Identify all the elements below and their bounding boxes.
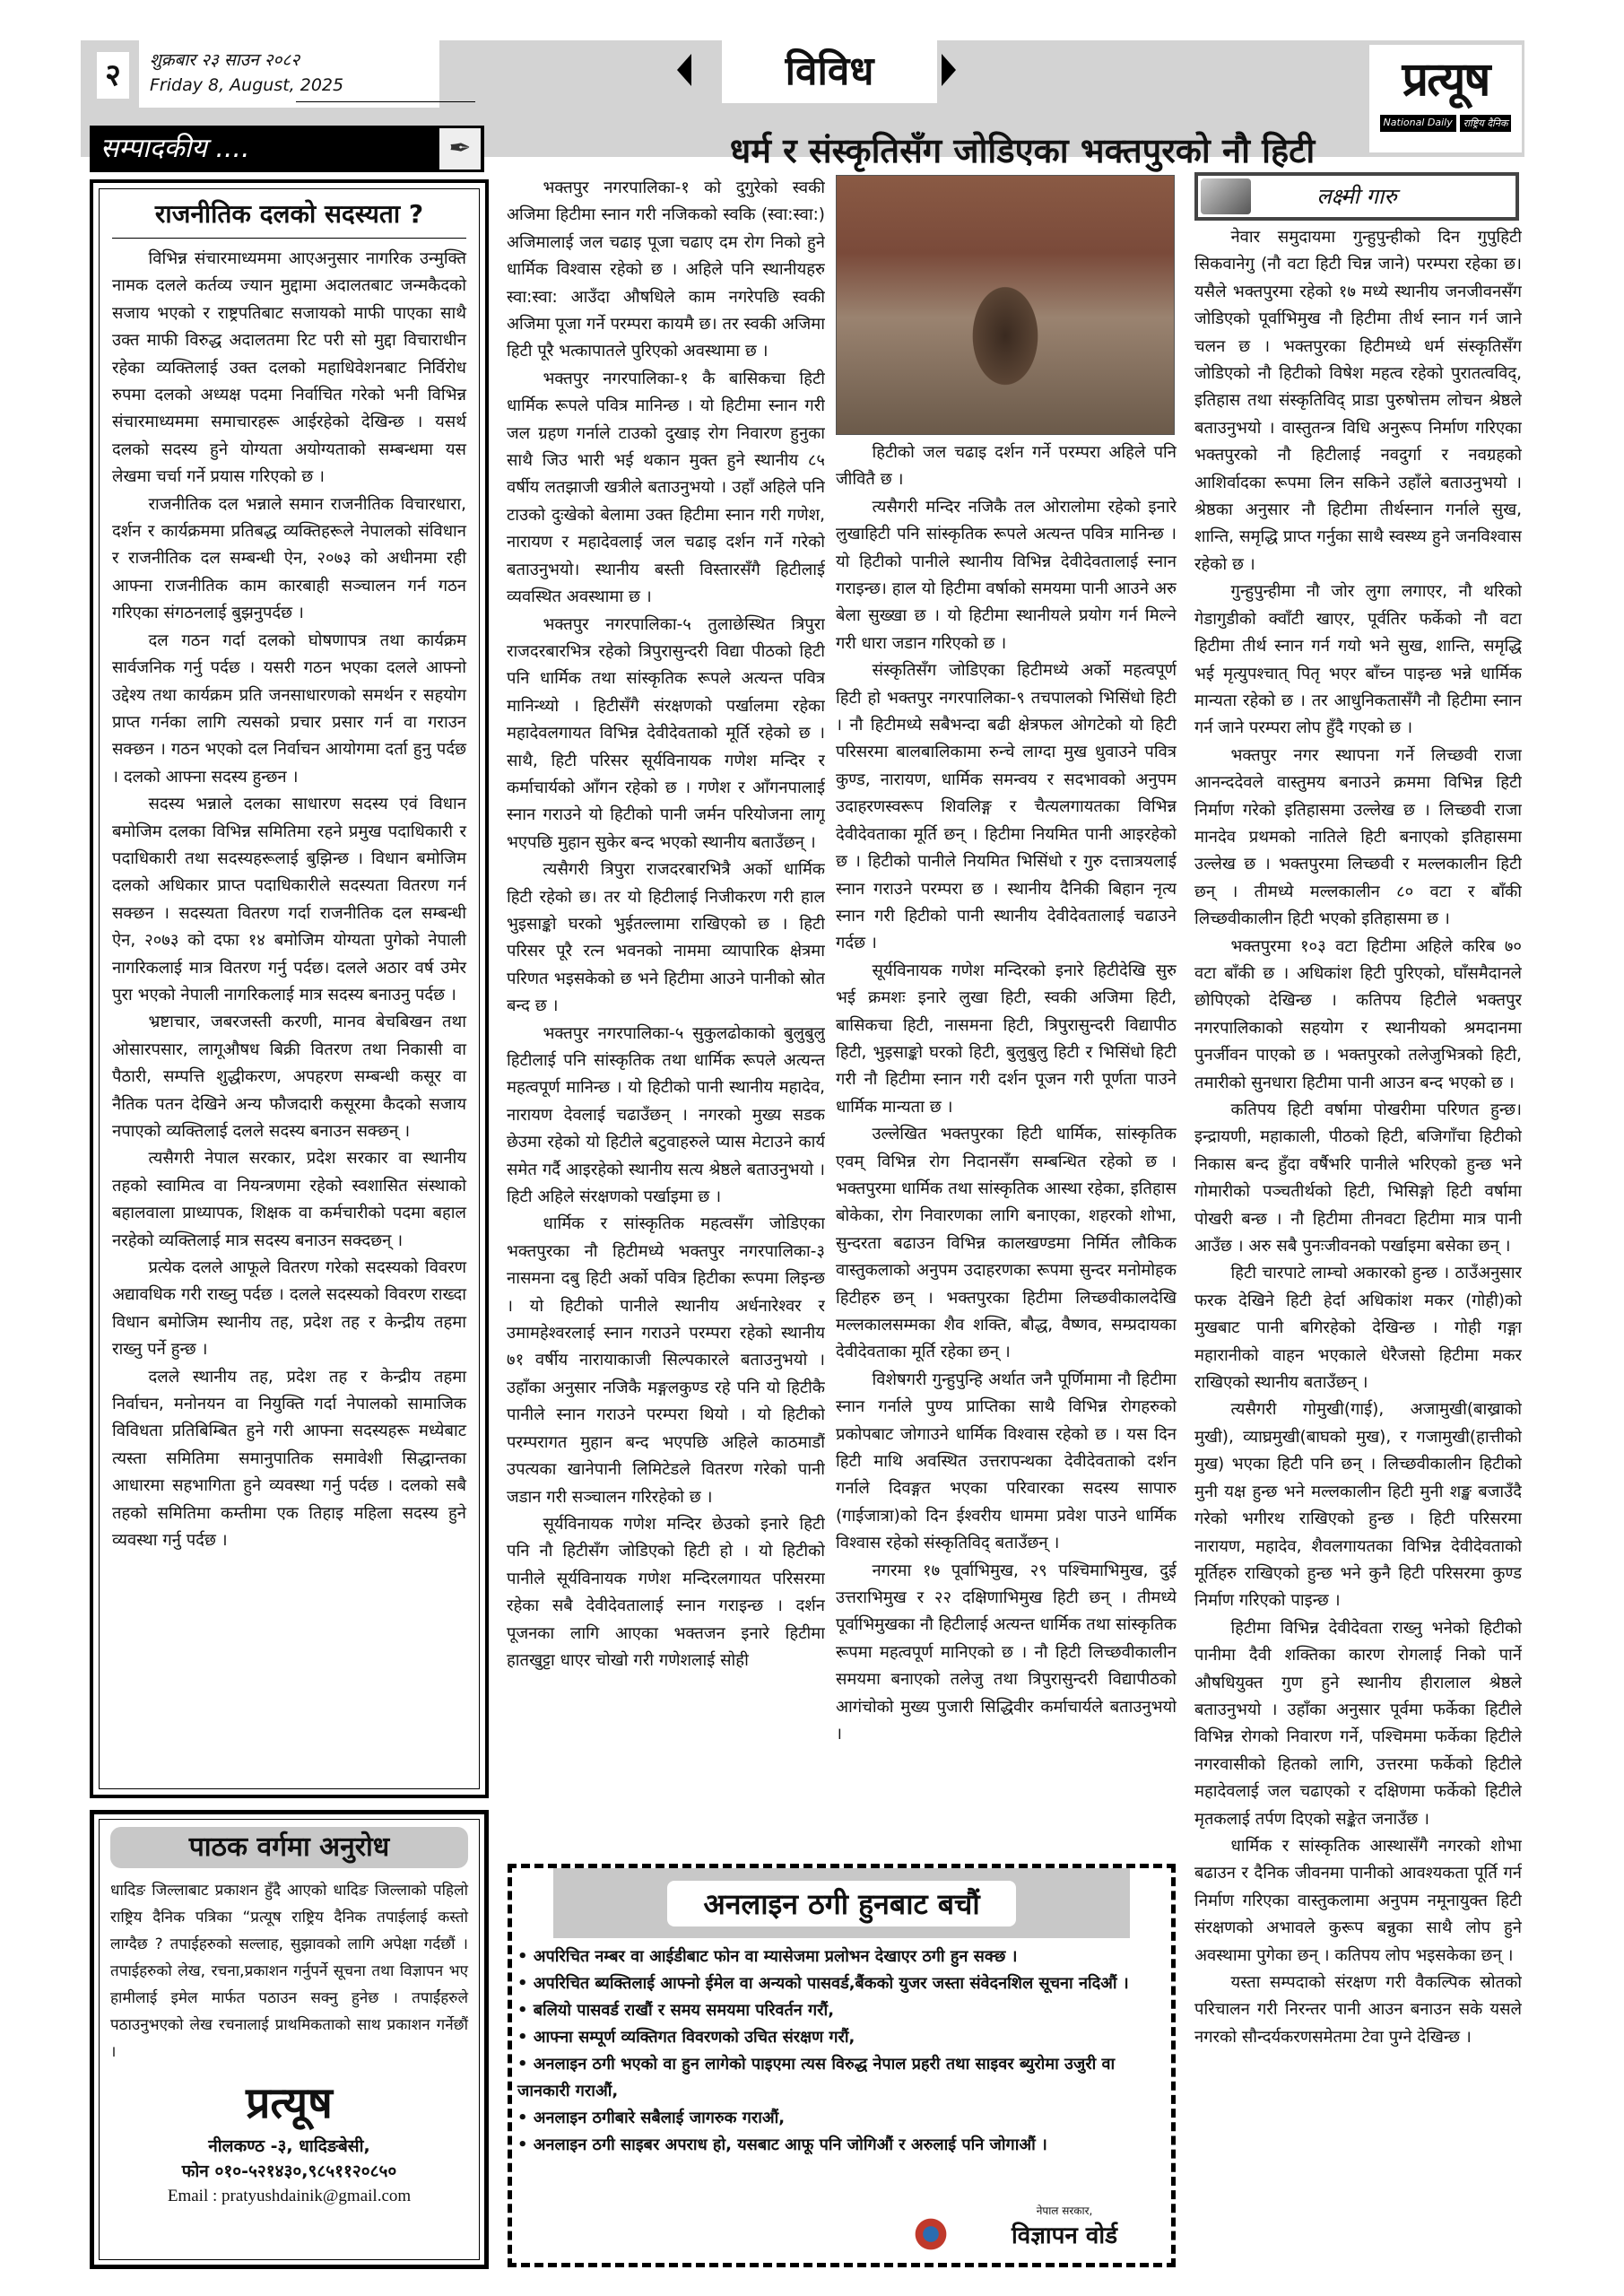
editorial-label-text: सम्पादकीय .... [100,133,250,164]
paragraph: दल गठन गर्दा दलको घोषणापत्र तथा कार्यक्रम सार्वजनिक गर्नु पर्दछ । यसरी गठन भएका दलले आफ्नो उद्देश्य तथा कार्यक्रम प्रति जनसाधारणको समर्थन र सहयोग प्राप्त गर्नका लागि त्यसको प्रचार प्रसार गर्न वा गराउन सक्छन । गठन भएको दल निर्वाचन आयोगमा दर्ता हुनु पर्दछ । दलको आफ्ना सदस्य हुन्छन । [112,631,466,787]
paragraph: दलले स्थानीय तह, प्रदेश तह र केन्द्रीय तहमा निर्वाचन, मनोनयन वा नियुक्ति गर्दा नेपालको सामाजिक विविधता प्रतिबिम्बित हुने गरी आफ्ना सदस्यहरू मध्येबाट त्यस्ता समितिमा समानुपातिक समावेशी सिद्धान्तका आधारमा सहभागिता हुने व्यवस्था गर्नु पर्दछ । दलको सबै तहको समितिमा कम्तीमा एक तिहाइ महिला सदस्य हुने व्यवस्था गर्नु पर्दछ । [112,1367,466,1551]
ad-item: • आफ्ना सम्पूर्ण व्यक्तिगत विवरणको उचित संरक्षण गरौं, [517,2024,1166,2051]
paragraph: भक्तपुर नगरपालिका-१ को दुगुरेको स्वकी अजिमा हिटीमा स्नान गरी नजिकको स्वकि (स्वा:स्वा:) अजिमालाई जल चढाइ पूजा चढाए दम रोग निको हुने धार्मिक विश्वास रहेको छ । अहिले पनि स्थानीयहरु स्वा:स्वा: आउँदा औषधिले काम नगरेपछि स्वकी अजिमा पूजा गर्ने परम्परा कायमै छ। तर स्वकी अजिमा हिटी पूरै भत्कापातले पुरिएको अवस्थामा छ । [507,178,825,361]
email-link[interactable]: Email : pratyushdainik@gmail.com [167,2187,412,2205]
paragraph: त्यसैगरी गोमुखी(गाई), अजामुखी(बाख्राको मुखी), व्याघ्रमुखी(बाघको मुख), र गजामुखी(हात्तीको मुख) भएका हिटी पनि छन् । लिच्छवीकालीन हिटीको मुनी यक्ष हुन्छ भने मल्लकालीन हिटी मुनी शङ्ख बजाउँदै गरेको भगीरथ राखिएको हुन्छ । हिटी परिसरमा नारायण, महादेव, शैवलगायतका विभिन्न देवीदेवताको मूर्तिहरु राखिएको हुन्छ भने कुनै हिटी परिसरमा कुण्ड निर्माण गरिएको पाइन्छ । [1194,1400,1522,1611]
paragraph: भक्तपुरमा १०३ वटा हिटीमा अहिले करिब ७० वटा बाँकी छ । अधिकांश हिटी पुरिएको, घाँसमैदानले छोपिएको देखिन्छ । कतिपय हिटीले भक्तपुर नगरपालिकाको सहयोग र स्थानीयको श्रमदानमा पुनर्जीवन पाएको छ । भक्तपुरको तलेजुभित्रको हिटी, तमारीको सुनधारा हिटीमा पानी आउन बन्द भएको छ । [1194,936,1522,1092]
ad-item: • अनलाइन ठगी साइबर अपराध हो, यसबाट आफू पनि जोगिऔं र अरुलाई पनि जोगाऔं । [517,2132,1166,2159]
paragraph: हिटीको जल चढाइ दर्शन गर्ने परम्परा अहिले पनि जीवितै छ । [836,443,1177,490]
board-name: विज्ञापन वोर्ड [1012,2222,1117,2249]
ad-item: • अपरिचित नम्बर वा आईडीबाट फोन वा म्यासेजमा प्रलोभन देखाएर ठगी हुन सक्छ । [517,1944,1166,1970]
paragraph: हिटी चारपाटे लाम्चो अकारको हुन्छ । ठाउँअनुसार फरक देखिने हिटी हेर्दा अधिकांश मकर (गोही)को मुखबाट पानी बगिरहेको देखिन्छ । गोही गङ्गा महारानीको वाहन भएकाले धेरैजसो हिटीमा मकर राखिएको स्थानीय बताउँछन् । [1194,1264,1522,1393]
address: नीलकण्ठ -३, धादिङबेसी, [208,2136,370,2156]
paragraph: संस्कृतिसँग जोडिएका हिटीमध्ये अर्को महत्वपूर्ण हिटी हो भक्तपुर नगरपालिका-९ तचपालको भिसिंधो हिटी । नौ हिटीमध्ये सबैभन्दा बढी क्षेत्रफल ओगटेको यो हिटी परिसरमा बालबालिकामा रुन्चे लाग्दा मुख धुवाउने पवित्र कुण्ड, नारायण, धार्मिक समन्वय र सदभावको अनुपम उदाहरणस्वरूप शिवलिङ्ग र चैत्यलगायतका विभिन्न देवीदेवताका मूर्ति छन् । हिटीमा नियमित पानी आइरहेको छ । हिटीको पानीले नियमित भिसिंधो र गुरु दत्तात्रयलाई स्नान गराउने परम्परा छ । स्थानीय दैनिकी बिहान नृत्य स्नान गरी हिटीको पानी स्थानीय देवीदेवतालाई चढाउने गर्दछ । [836,661,1177,953]
logo-tag-english: National Daily [1380,115,1456,132]
phone: फोन ०१०-५२१४३०,९८५११२०८५० [181,2161,397,2181]
online-fraud-ad [508,1864,1176,2267]
paragraph: सदस्य भन्नाले दलका साधारण सदस्य एवं विधान बमोजिम दलका विभिन्न समितिमा रहने प्रमुख पदाधिकारी र पदाधिकारी तथा सदस्यहरूलाई बुझिन्छ । विधान बमोजिम दलको अधिकार प्राप्त पदाधिकारीले सदस्यता वितरण गर्न सक्छन । सदस्यता वितरण गर्दा राजनीतिक दल सम्बन्धी ऐन, २०७३ को दफा १४ बमोजिम योग्यता पुगेको नेपाली नागरिकलाई मात्र वितरण गर्नु पर्दछ। दलले अठार वर्ष उमेर पुरा भएको नेपाली नागरिकलाई मात्र सदस्य बनाउनु पर्दछ । [112,795,466,1004]
reader-notice-title: पाठक वर्गमा अनुरोध [110,1827,468,1868]
paragraph: नेवार समुदायमा गुन्हुपुन्हीको दिन गुपुहिटी सिकवानेगु (नौ वटा हिटी चिन्न जाने) परम्परा रहेका छ। यसैले भक्तपुरमा रहेको १७ मध्ये स्थानीय जनजीवनसँग जोडिएको पूर्वाभिमुख नौ हिटीमा तीर्थ स्नान गर्न जाने चलन छ । भक्तपुरका हिटीमध्ये धर्म संस्कृतिसँग जोडिएको नौ हिटीको विषेश महत्व रहेको पुरातत्वविद्, इतिहास तथा संस्कृतिविद् प्राडा पुरुषोत्तम लोचन श्रेष्ठले बताउनुभयो । वास्तुतन्त्र विधि अनुरूप निर्माण गरिएका भक्तपुरको नौ हिटीलाई नवदुर्गा र नवग्रहको आशिर्वादका रूपमा लिन सकिने उहाँले बताउनुभयो । श्रेष्ठका अनुसार नौ हिटीमा तीर्थस्नान गर्नाले सुख, शान्ति, समृद्धि प्राप्त गर्नुका साथै स्वस्थ्य हुने जनविश्वास रहेको छ । [1194,228,1522,574]
date-underline [296,101,475,102]
paragraph: नगरमा १७ पूर्वाभिमुख, २९ पश्चिमाभिमुख, दुई उत्तराभिमुख र २२ दक्षिणाभिमुख हिटी छन् । तीमध्ये पूर्वाभिमुखका नौ हिटीलाई अत्यन्त धार्मिक तथा सांस्कृतिक रूपमा महत्वपूर्ण मानिएको छ । नौ हिटी लिच्छवीकालीन समयमा बनाएको तलेजु तथा त्रिपुरासुन्दरी विद्यापीठको आगंचोको मुख्य पुजारी सिद्धिवीर कर्माचार्यले बताउनुभयो । [836,1561,1177,1744]
prev-section-arrow-icon[interactable] [677,54,691,86]
ad-item: • बलियो पासवर्ड राखौं र समय समयमा परिवर्तन गरौं, [517,1997,1166,2024]
paragraph: विभिन्न संचारमाध्यममा आएअनुसार नागरिक उन्मुक्ति नामक दलले कर्तव्य ज्यान मुद्दामा अदालतबाट जन्मकैदको सजाय भएको र राष्ट्रपतिबाट सजायको माफी पाएका साथै उक्त माफी विरुद्ध अदालतमा रिट परी सो मुद्दा विचाराधीन रहेका व्यक्तिलाई उक्त दलको महाधिवेशनबाट निर्विरोध रुपमा दलको अध्यक्ष पदमा निर्वाचित गरेको भनी विभिन्न संचारमाध्यममा समाचारहरू आईरहेको देखिन्छ । यसर्थ दलको सदस्य हुने योग्यता अयोग्यताको सम्बन्धमा यस लेखमा चर्चा गर्ने प्रयास गरिएको छ । [112,249,466,487]
paragraph: भक्तपुर नगरपालिका-५ सुकुलढोकाको बुलुबुलु हिटीलाई पनि सांस्कृतिक तथा धार्मिक रूपले अत्यन्त महत्वपूर्ण मानिन्छ । यो हिटीको पानी स्थानीय महादेव, नारायण देवलाई चढाउँछन् । नगरको मुख्य सडक छेउमा रहेको यो हिटीले बटुवाहरुले प्यास मेटाउने कार्य समेत गर्दै आइरहेको स्थानीय सत्य श्रेष्ठले बताउनुभयो । हिटी अहिले संरक्षणको पर्खाइमा छ । [507,1023,825,1207]
gov-label: नेपाल सरकार, [1036,2205,1093,2217]
ad-item: • अपरिचित ब्यक्तिलाई आफ्नो ईमेल वा अन्यको पासवर्ड,बैंकको युजर जस्ता संवेदनशिल सूचना नदिऔं । [517,1970,1166,1997]
paragraph: त्यसैगरी मन्दिर नजिकै तल ओरालोमा रहेको इनारे लुखाहिटी पनि सांस्कृतिक रूपले अत्यन्त पवित्र मानिन्छ । यो हिटीको पानीले स्थानीय विभिन्न देवीदेवतालाई स्नान गराइन्छ। हाल यो हिटीमा वर्षाको समयमा पानी आउने अरु बेला सुख्खा छ । यो हिटीमा स्थानीयले प्रयोग गर्न मिल्ने गरी धारा जडान गरिएको छ । [836,497,1177,653]
paragraph: प्रत्येक दलले आफूले वितरण गरेको सदस्यको विवरण अद्यावधिक गरी राख्नु पर्दछ । दलले सदस्यको विवरण राख्दा विधान बमोजिम स्थानीय तह, प्रदेश तह र केन्द्रीय तहमा राख्नु पर्ने हुन्छ । [112,1258,466,1360]
article-column-1 [507,175,825,1843]
paragraph: सूर्यविनायक गणेश मन्दिर छेउको इनारे हिटी पनि नौ हिटीसँग जोडिएको हिटी हो । यो हिटीको पानीले सूर्यविनायक गणेश मन्दिरलगायत परिसरमा रहेका सबै देवीदेवतालाई स्नान गराइन्छ । दर्शन पूजनका लागि आएका भक्तजन इनारे हिटीमा हातखुट्टा धाएर चोखो गरी गणेशलाई सोही [507,1514,825,1670]
paragraph: गुन्हुपुन्हीमा नौ जोर लुगा लगाएर, नौ थरिको गेडागुडीको क्वाँटी खाएर, पूर्वतिर फर्केको नौ वटा हिटीमा तीर्थ स्नान गर्न गयो भने सुख, शान्ति, समृद्धि भई मृत्युपश्चात् पितृ भएर बाँच्न पाइन्छ भन्ने धार्मिक मान्यता रहेको छ । तर आधुनिकतासँगै नौ हिटीमा स्नान गर्न जाने परम्परा लोप हुँदै गएको छ । [1194,582,1522,738]
paragraph: उल्लेखित भक्तपुरका हिटी धार्मिक, सांस्कृतिक एवम् विभिन्न रोग निदानसँग सम्बन्धित रहेको छ । भक्तपुरमा धार्मिक तथा सांस्कृतिक आस्था रहेका, इतिहास बोकेका, रोग निवारणका लागि बनाएका, शहरको शोभा, सुन्दरता बढाउन विभिन्न कालखण्डमा निर्मित लौकिक वास्तुकलाको अनुपम उदाहरणका रूपमा सुन्दर मनोमोहक हिटीहरु छन् । भक्तपुरका हिटीमा लिच्छवीकालदेखि मल्लकालसम्मका शैव शक्ति, बौद्ध, वैष्णव, सम्प्रदायका देवीदेवताका मूर्ति रहेका छन् । [836,1125,1177,1362]
ad-list [517,1944,1166,2159]
issue-date [139,40,439,108]
paragraph: यस्ता सम्पदाको संरक्षण गरी वैकल्पिक स्रोतको परिचालन गरी निरन्तर पानी आउन बनाउन सके यसले नगरको सौन्दर्यकरणसमेतमा टेवा पुग्ने देखिन्छ । [1194,1973,1522,2047]
ad-item: • अनलाइन ठगी भएको वा हुन लागेको पाइएमा त्यस विरुद्ध नेपाल प्रहरी तथा साइवर ब्युरोमा उजुरी वा जानकारी गराऔं, [517,2051,1166,2105]
editorial-label [90,126,484,172]
paragraph: कतिपय हिटी वर्षामा पोखरीमा परिणत हुन्छ। इन्द्रायणी, महाकाली, पीठको हिटी, बजिगाँचा हिटीको निकास बन्द हुँदा वर्षैभरि पानीले भरिएको हुन्छ भने गोमारीको पञ्चतीर्थको हिटी, भिसिङ्गो हिटी वर्षामा पोखरी बन्छ । नौ हिटीमा तीनवटा हिटीमा मात्र पानी आउँछ । अरु सबै पुनःजीवनको पर्खाइमा बसेका छन् । [1194,1100,1522,1257]
paragraph: त्यसैगरी त्रिपुरा राजदरबारभित्रै अर्को धार्मिक हिटी रहेको छ। तर यो हिटीलाई निजीकरण गरी हाल भुइसाङ्को घरको भुईतल्लामा राखिएको छ । हिटी परिसर पूरै रत्न भवनको नाममा व्यापारिक क्षेत्रमा परिणत भइसकेको छ भने हिटीमा आउने पानीको स्रोत बन्द छ । [507,860,825,1016]
nepal-emblem-icon [915,2214,947,2254]
date-nepali: शुक्रबार २३ साउन २०८२ [150,50,300,70]
article-column-3 [1194,224,1522,2278]
paragraph: राजनीतिक दल भन्नाले समान राजनीतिक विचारधारा, दर्शन र कार्यक्रममा प्रतिबद्ध व्यक्तिहरूले नेपालको संविधान र राजनीतिक दल सम्बन्धी ऐन, २०७३ को अधीनमा रही आफ्ना राजनीतिक काम कारबाही सञ्चालन गर्न गठन गरिएका संगठनलाई बुझनुपर्दछ । [112,494,466,623]
ad-sponsor [1012,2203,1117,2250]
author-byline [1194,172,1519,221]
reader-notice-logo: प्रत्यूष [246,2078,333,2128]
article-column-2 [836,439,1177,1848]
paragraph: धार्मिक र सांस्कृतिक महत्वसँग जोडिएका भक्तपुरका नौ हिटीमध्ये भक्तपुर नगरपालिका-३ नासमना दबु हिटी अर्को पवित्र हिटीका रूपमा लिइन्छ । यो हिटीको पानीले स्थानीय अर्धनारेश्वर र उमामहेश्वरलाई स्नान गराउने परम्परा रहेको स्थानीय ७१ वर्षीय नारायाकाजी सिल्पकारले बताउनुभयो । उहाँका अनुसार नजिकै मङ्गलकुण्ड रहे पनि यो हिटीकै पानीले स्नान गराउने परम्परा थियो । यो हिटीको परम्परागत मुहान बन्द भएपछि अहिले काठमाडौं उपत्यका खानेपानी लिमिटेडले वितरण गरेको पानी जडान गरी सञ्चालन गरिरहेको छ । [507,1214,825,1507]
hiti-photo [836,175,1175,435]
writing-hand-icon [1201,178,1251,214]
article-headline: धर्म र संस्कृतिसँग जोडिएका भक्तपुरको नौ हिटी [729,131,1316,170]
reader-notice-body: धादिङ जिल्लाबाट प्रकाशन हुँदै आएको धादिङ जिल्लाको पहिलो राष्ट्रिय दैनिक पत्रिका “प्रत्यूष राष्ट्रिय दैनिक तपाईलाई कस्तो लाग्दैछ ? तपाईहरुको सल्लाह, सुझावको लागि अपेक्षा गर्दछौं । तपाईहरुको लेख, रचना,प्रकाशन गर्नुपर्ने सूचना तथा विज्ञापन भए हामीलाई इमेल मार्फत पठाउन सक्नु हुनेछ । तपाईंहरुले पठाउनुभएको लेख रचनालाई प्राथमिकताको साथ प्रकाशन गर्नेछौं । [110,1882,468,2061]
page-number: २ [97,52,129,99]
editorial-box [90,179,489,1798]
next-section-arrow-icon[interactable] [942,54,956,86]
paragraph: सूर्यविनायक गणेश मन्दिरको इनारे हिटीदेखि सुरु भई क्रमशः इनारे लुखा हिटी, स्वकी अजिमा हिटी, बासिकचा हिटी, नासमना हिटी, त्रिपुरासुन्दरी विद्यापीठ हिटी, भुइसाङ्को घरको हिटी, बुलुबुलु हिटी र भिसिंधो हिटी गरी नौ हिटीमा स्नान गरी दर्शन पूजन गरी पूर्णता पाउने धार्मिक मान्यता छ । [836,961,1177,1117]
paragraph: विशेषगरी गुन्हुपुन्हि अर्थात जनै पूर्णिमामा नौ हिटीमा स्नान गर्नाले पुण्य प्राप्तिका साथै विभिन्न रोगहरुको प्रकोपबाट जोगाउने धार्मिक विश्वास रहेको छ । यस दिन हिटी माथि अवस्थित उत्तरापन्थका देवीदेवताको दर्शन गर्नाले दिवङ्गत भएका परिवारका सदस्य सापारु (गाईजात्रा)को दिन ईश्वरीय धाममा प्रवेश पाउने धार्मिक विश्वास रहेको संस्कृतिविद् बताउँछन् । [836,1370,1177,1553]
editorial-body [112,246,466,1555]
ad-item: • अनलाइन ठगीबारे सबैलाई जागरुक गराऔं, [517,2105,1166,2132]
reader-notice [90,1810,489,2269]
logo-tag-nepali: राष्ट्रिय दैनिक [1460,115,1512,132]
paragraph: धार्मिक र सांस्कृतिक आस्थासँगै नगरको शोभा बढाउन र दैनिक जीवनमा पानीको आवश्यकता पूर्ति गर्न निर्माण गरिएका वास्तुकलामा अनुपम नमूनायुक्त हिटी संरक्षणको अभावले कुरूप बन्नुका साथै लोप हुने अवस्थामा पुगेका छन् । कतिपय लोप भइसकेका छन् । [1194,1836,1522,1965]
paragraph: भक्तपुर नगरपालिका-५ तुलाछेस्थित त्रिपुरा राजदरबारभित्र रहेको त्रिपुरासुन्दरी विद्या पीठको हिटी पनि धार्मिक तथा सांस्कृतिक रूपले अत्यन्त पवित्र मानिन्थ्यो । हिटीसँगै संरक्षणको पर्खालमा रहेका महादेवलगायत विभिन्न देवीदेवताको मूर्ति रहेको छ । साथै, हिटी परिसर सूर्यविनायक गणेश मन्दिर र कर्माचार्यको आँगन रहेको छ । गणेश र आँगनपालाई स्नान गराउने यो हिटीको पानी जर्मन परियोजना लागू भएपछि मुहान सुकेर बन्द भएको स्थानीय बताउँछन् । [507,614,825,852]
paragraph: हिटीमा विभिन्न देवीदेवता राख्नु भनेको हिटीको पानीमा दैवी शक्तिका कारण रोगलाई निको पार्ने औषधियुक्त गुण हुने स्थानीय हीरालाल श्रेष्ठले बताउनुभयो । उहाँका अनुसार पूर्वमा फर्केका हिटीले विभिन्न रोगको निवारण गर्ने, पश्चिममा फर्केका हिटीले नगरवासीको हितको लागि, उत्तरमा फर्केको हिटीले महादेवलाई जल चढाएको र दक्षिणमा फर्केको हिटीले मृतकलाई तर्पण दिएको सङ्केत जनाउँछ । [1194,1618,1522,1829]
logo-text: प्रत्यूष [1402,53,1489,107]
ad-title: अनलाइन ठगी हुनबाट बचौं [667,1881,1015,1926]
paragraph: भ्रष्टाचार, जबरजस्ती करणी, मानव बेचबिखन तथा ओसारपसार, लागूऔषध बिक्री वितरण तथा निकासी वा पैठारी, सम्पत्ति शुद्धीकरण, अपहरण सम्बन्धी कसूर वा नैतिक पतन देखिने अन्य फौजदारी कसूरमा कैदको सजाय नपाएको व्यक्तिलाई दलले सदस्य बनाउन सक्छन् । [112,1013,466,1141]
paragraph: भक्तपुर नगरपालिका-१ कै बासिकचा हिटी धार्मिक रूपले पवित्र मानिन्छ । यो हिटीमा स्नान गरी जल ग्रहण गर्नाले टाउको दुखाइ रोग निवारण हुनुका साथै जिउ भारी भई थकान मुक्त हुने स्थानीय ८५ वर्षीय लतझाजी खत्रीले बताउनुभयो । उहाँ अहिले पनि टाउको दुःखेको बेलामा उक्त हिटीमा स्नान गरी गणेश, नारायण र महादेवलाई जल चढाइ दर्शन गर्ने गरेको बताउनुभयो। स्थानीय बस्ती विस्तारसँगै हिटीलाई व्यवस्थित अवस्थामा छ । [507,369,825,607]
author-name: लक्ष्मी गारु [1316,184,1397,209]
paragraph: त्यसैगरी नेपाल सरकार, प्रदेश सरकार वा स्थानीय तहको स्वामित्व वा नियन्त्रणमा रहेको स्वशासित संस्थाको बहालवाला प्राध्यापक, शिक्षक वा कर्मचारीको पदमा बहाल नरहेको व्यक्तिलाई मात्र सदस्य बनाउन सक्दछन् । [112,1149,466,1250]
paragraph: भक्तपुर नगर स्थापना गर्ने लिच्छवी राजा आनन्ददेवले वास्तुमय बनाउने क्रममा विभिन्न हिटी निर्माण गरेको इतिहासमा उल्लेख छ । लिच्छवी राजा मानदेव प्रथमको नातिले हिटी बनाएको इतिहासमा उल्लेख छ । भक्तपुरमा लिच्छवी र मल्लकालीन हिटी छन् । तीमध्ये मल्लकालीन ८० वटा र बाँकी लिच्छवीकालीन हिटी भएको इतिहासमा छ । [1194,745,1522,929]
editorial-title: राजनीतिक दलको सदस्यता ? [112,196,466,239]
section-title: विविध [722,40,937,103]
date-english: Friday 8, August, 2025 [150,75,344,95]
pen-icon: ✒ [439,128,481,170]
